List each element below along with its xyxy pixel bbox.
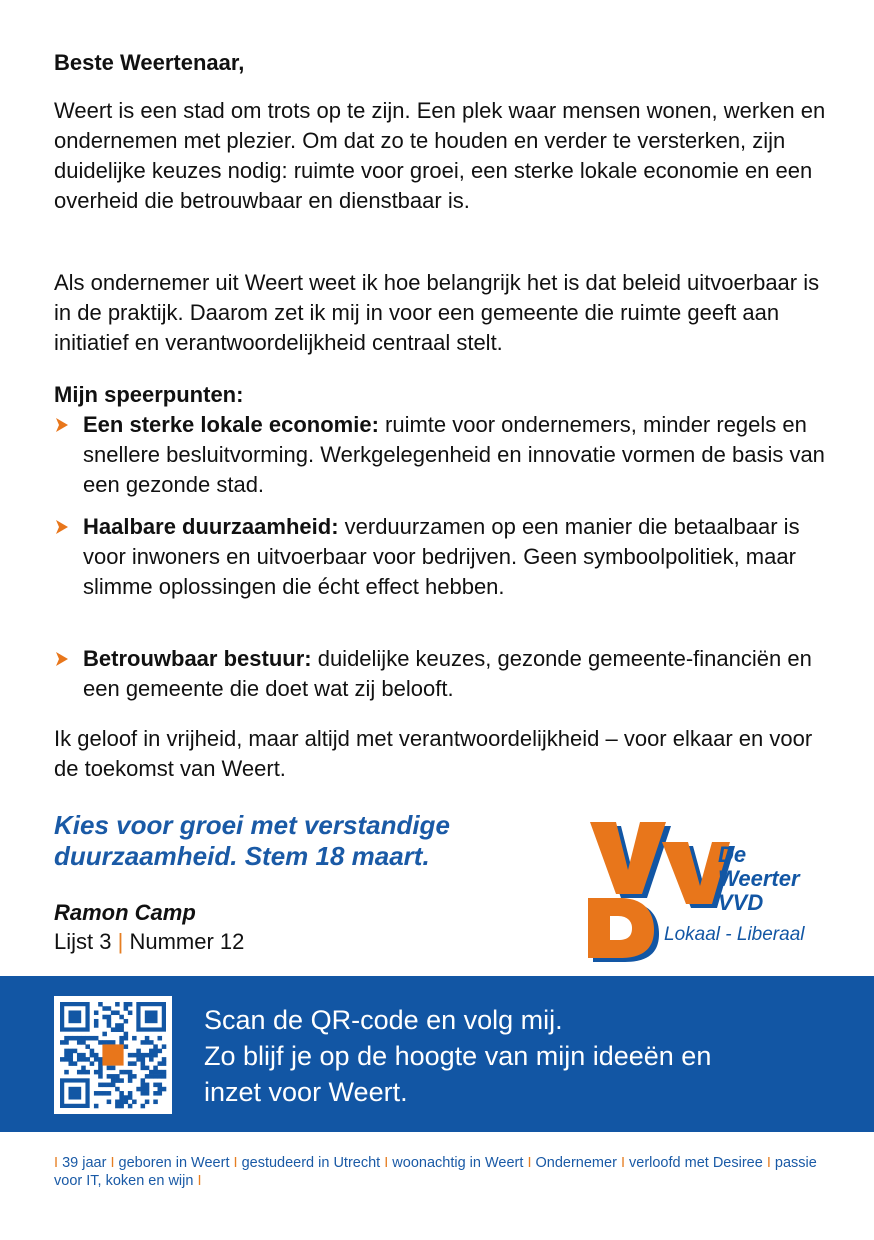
fact-item: passie voor IT, koken en wijn [54, 1155, 817, 1189]
list-label: Lijst 3 [54, 929, 112, 954]
fact-item: verloofd met Desiree [629, 1155, 767, 1171]
campaign-tagline: Kies voor groei met verstandige duurzaamheid. Stem 18 maart. [54, 810, 450, 871]
fact-item: woonachtig in Weert [392, 1155, 528, 1171]
list-number [54, 927, 244, 957]
logo-line1: De [718, 842, 747, 867]
entrepreneur-paragraph: Als ondernemer uit Weert weet ik hoe belangrijk het is dat beleid uitvoerbaar is in de praktijk. Daarom zet ik mij in voor een gemeente die ruimte geeft aan initiatief en verantwoordelijkheid centraal stelt. [54, 270, 820, 355]
fact-separator: I [197, 1173, 202, 1189]
speerpunt-lead: Haalbare duurzaamheid: [83, 514, 339, 539]
logo-line2: Weerter [718, 866, 800, 891]
logo-subtitle: Lokaal - Liberaal [664, 924, 805, 945]
fact-separator: I [527, 1155, 536, 1171]
fact-item: gestudeerd in Utrecht [241, 1155, 385, 1171]
qr-band [0, 976, 874, 1132]
speerpunt-text: ruimte voor ondernemers, minder regels en snellere besluitvorming. Werkgelegenheid en innovatie vormen de basis van een gezonde stad. [83, 412, 825, 497]
candidate-name: Ramon Camp [54, 900, 196, 925]
greeting: Beste Weertenaar, [54, 50, 245, 75]
vvd-logo [580, 812, 830, 962]
fact-item: geboren in Weert [118, 1155, 234, 1171]
orange-arrow-icon [54, 651, 70, 667]
fact-separator: I [54, 1155, 63, 1171]
qr-code[interactable] [54, 996, 172, 1114]
fact-separator: I [766, 1155, 775, 1171]
orange-arrow-icon [54, 519, 70, 535]
orange-arrow-icon [54, 417, 70, 433]
speerpunt-duurzaamheid [54, 512, 834, 602]
speerpunt-lead: Een sterke lokale economie: [83, 412, 379, 437]
list-separator: | [117, 929, 124, 954]
logo-line3: VVD [718, 890, 764, 915]
closing-paragraph: Ik geloof in vrijheid, maar altijd met verantwoordelijkheid – voor elkaar en voor de toekomst van Weert. [54, 726, 813, 781]
fact-item: 39 jaar [62, 1155, 111, 1171]
qr-band-text [204, 1002, 844, 1110]
qr-line1: Scan de QR-code en volg mij. [204, 1005, 563, 1035]
qr-code-icon [54, 996, 172, 1114]
fact-separator: I [110, 1155, 119, 1171]
personal-facts [54, 1154, 844, 1190]
qr-line3: inzet voor Weert. [204, 1077, 408, 1107]
fact-separator: I [384, 1155, 393, 1171]
fact-separator: I [620, 1155, 629, 1171]
number-label: Nummer 12 [129, 929, 245, 954]
fact-item: Ondernemer [535, 1155, 621, 1171]
speerpunt-lead: Betrouwbaar bestuur: [83, 646, 312, 671]
speerpunten-heading: Mijn speerpunten: [54, 382, 244, 407]
speerpunt-economie [54, 410, 834, 500]
qr-line2: Zo blijf je op de hoogte van mijn ideeën en [204, 1041, 712, 1071]
fact-separator: I [233, 1155, 242, 1171]
intro-paragraph: Weert is een stad om trots op te zijn. Een plek waar mensen wonen, werken en ondernemen met plezier. Om dat zo te houden en verder te versterken, zijn duidelijke keuzes nodig: ruimte voor groei, een sterke lokale economie en een overheid die betrouwbaar en dienstbaar is. [54, 98, 826, 213]
speerpunt-text: duidelijke keuzes, gezonde gemeente-financiën en een gemeente die doet wat zij belooft. [83, 646, 812, 701]
speerpunt-bestuur [54, 644, 834, 704]
speerpunt-text: verduurzamen op een manier die betaalbaar is voor inwoners en uitvoerbaar voor bedrijven. Geen symboolpolitiek, maar slimme oplossingen die écht effect hebben. [83, 514, 800, 599]
